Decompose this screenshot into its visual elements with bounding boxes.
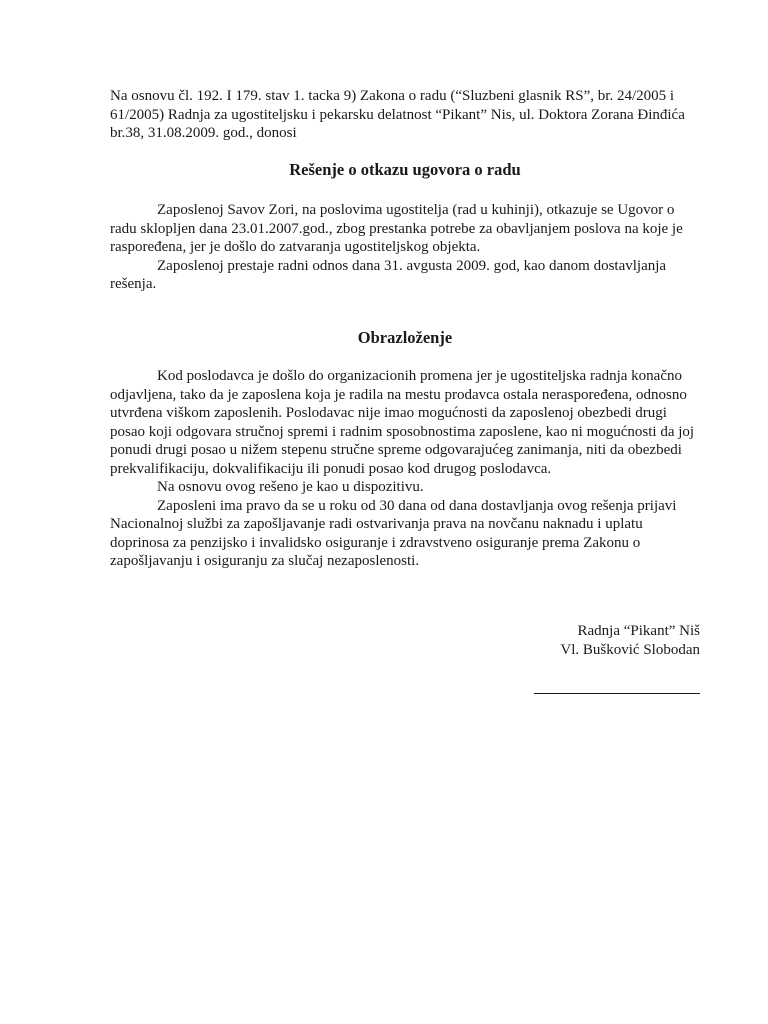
decision-paragraph-1: Zaposlenoj Savov Zori, na poslovima ugostitelja (rad u kuhinji), otkazuje se Ugovor o radu sklopljen dana 23.01.2007.god., zbog prestanka potrebe za obavljanjem poslova na koje je raspoređena, jer je došlo do zatvaranja ugostiteljskog objekta. — [110, 202, 683, 255]
document-title: Rešenje o otkazu ugovora o radu — [289, 160, 521, 179]
reasoning-section — [110, 367, 700, 571]
reasoning-paragraph-3: Zaposleni ima pravo da se u roku od 30 dana od dana dostavljanja ovog rešenja prijavi Nacionalnoj službi za zapošljavanje radi ostvarivanja prava na novčanu naknadu i uplatu doprinosa za penzijsko i invalidsko osiguranje i zdravstveno osiguranje prema Zakonu o zapošljavanju i osiguranju za slučaj nezaposlenosti. — [110, 497, 677, 569]
decision-paragraph-2: Zaposlenoj prestaje radni odnos dana 31. avgusta 2009. god, kao danom dostavljanja rešenja. — [110, 257, 667, 292]
signature-block — [534, 622, 700, 694]
reasoning-paragraph-1: Kod poslodavca je došlo do organizacionih promena jer je ugostiteljska radnja konačno odjavljena, tako da je zaposlena koja je radila na mestu prodavca ostala neraspoređena, odnosno utvrđena viškom zaposlenih. Poslodavac nije imao mogućnosti da zaposlenoj obezbedi drugi posao koji odgovara stručnoj spremi i radnim sposobnostima zaposlene, kao ni mogućnosti da joj ponudi drugi posao u nižem stepenu stručne spreme odgovarajućeg zanimanja, niti da obezbedi prekvalifikaciju, dokvalifikaciju ili ponudi posao kod drugog poslodavca. — [110, 368, 695, 477]
document-page — [110, 87, 700, 658]
signature-company: Radnja “Pikant” Niš — [577, 623, 700, 639]
signature-owner: Vl. Bušković Slobodan — [560, 641, 700, 658]
intro-paragraph: Na osnovu čl. 192. I 179. stav 1. tacka 9) Zakona o radu (“Sluzbeni glasnik RS”, br. 24/2005 i 61/2005) Radnja za ugostiteljsku i pekarsku delatnost “Pikant” Nis, ul. Doktora Zorana Đinđića br.38, 31.08.2009. god., donosi — [110, 88, 685, 141]
reasoning-title: Obrazloženje — [357, 328, 453, 347]
signature-line — [534, 693, 700, 694]
reasoning-paragraph-2: Na osnovu ovog rešeno je kao u dispozitivu. — [157, 479, 424, 495]
decision-section — [110, 201, 700, 294]
